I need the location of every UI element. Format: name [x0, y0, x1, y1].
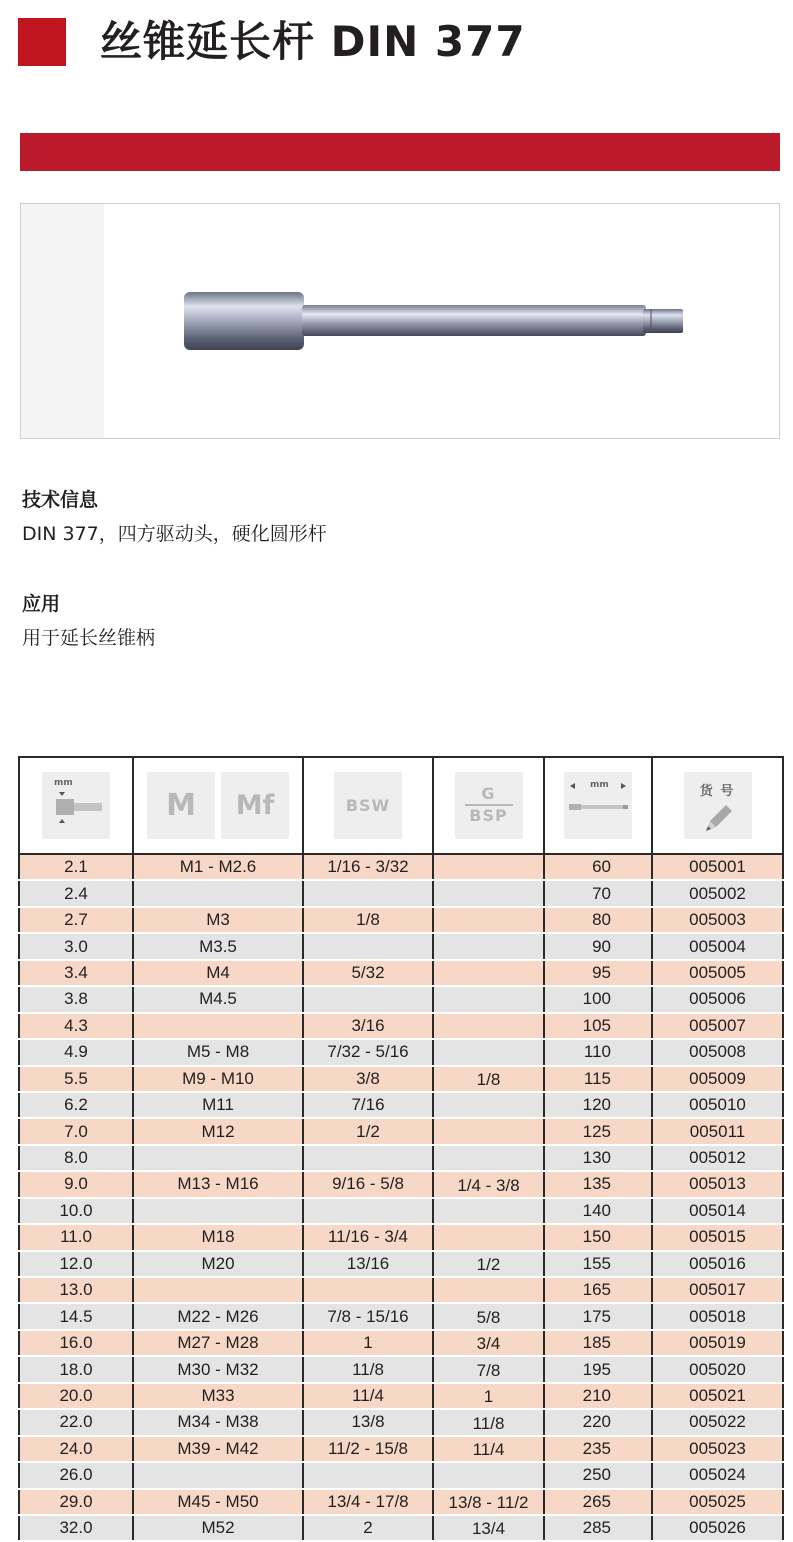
cell-metric — [133, 1198, 303, 1224]
cell-g-bsp: 11/8 — [433, 1409, 544, 1435]
cell-article: 005016 — [652, 1251, 783, 1277]
cell-article: 005011 — [652, 1118, 783, 1144]
cell-diameter: 7.0 — [19, 1118, 133, 1144]
cell-g-bsp — [433, 1462, 544, 1488]
cell-article: 005010 — [652, 1092, 783, 1118]
table-row — [19, 1356, 783, 1382]
table-row — [19, 1462, 783, 1488]
cell-diameter: 12.0 — [19, 1251, 133, 1277]
cell-article: 005008 — [652, 1039, 783, 1065]
length-icon — [564, 772, 632, 839]
bsw-icon: BSW — [334, 772, 402, 839]
cell-diameter: 10.0 — [19, 1198, 133, 1224]
cell-length: 60 — [544, 854, 652, 880]
table-row — [19, 1436, 783, 1462]
cell-bsw: 13/16 — [303, 1251, 433, 1277]
cell-article: 005013 — [652, 1171, 783, 1197]
cell-article: 005002 — [652, 880, 783, 906]
cell-length: 130 — [544, 1145, 652, 1171]
cell-bsw: 11/2 - 15/8 — [303, 1436, 433, 1462]
cell-length: 265 — [544, 1489, 652, 1515]
cell-g-bsp: 5/8 — [433, 1303, 544, 1329]
cell-article: 005014 — [652, 1198, 783, 1224]
cell-bsw: 2 — [303, 1515, 433, 1541]
table-row — [19, 1013, 783, 1039]
cell-diameter: 16.0 — [19, 1330, 133, 1356]
cell-length: 210 — [544, 1383, 652, 1409]
cell-bsw — [303, 1462, 433, 1488]
cell-metric: M4.5 — [133, 986, 303, 1012]
table-row — [19, 1303, 783, 1329]
metric-fine-mf-icon: Mf — [221, 772, 289, 839]
cell-metric: M12 — [133, 1118, 303, 1144]
article-label: 货 号 — [699, 783, 736, 798]
cell-metric: M18 — [133, 1224, 303, 1250]
table-row — [19, 880, 783, 906]
table-body — [19, 854, 783, 1541]
table-row — [19, 986, 783, 1012]
g-label: G — [481, 784, 496, 803]
table-row — [19, 1066, 783, 1092]
cell-bsw: 11/8 — [303, 1356, 433, 1382]
cell-article: 005023 — [652, 1436, 783, 1462]
cell-diameter: 2.1 — [19, 854, 133, 880]
header-metric — [133, 757, 303, 854]
cell-metric: M9 - M10 — [133, 1066, 303, 1092]
cell-bsw: 5/32 — [303, 960, 433, 986]
cell-length: 110 — [544, 1039, 652, 1065]
table-row — [19, 907, 783, 933]
cell-diameter: 22.0 — [19, 1409, 133, 1435]
tap-extension-image — [21, 204, 779, 438]
cell-article: 005004 — [652, 933, 783, 959]
cell-g-bsp — [433, 1277, 544, 1303]
cell-metric — [133, 880, 303, 906]
table-row — [19, 1198, 783, 1224]
cell-diameter: 6.2 — [19, 1092, 133, 1118]
cell-article: 005015 — [652, 1224, 783, 1250]
cell-bsw — [303, 880, 433, 906]
cell-bsw — [303, 1145, 433, 1171]
cell-article: 005017 — [652, 1277, 783, 1303]
cell-metric: M45 - M50 — [133, 1489, 303, 1515]
dia-unit-label: mm — [54, 778, 73, 788]
cell-bsw: 1/2 — [303, 1118, 433, 1144]
cell-article: 005024 — [652, 1462, 783, 1488]
cell-metric: M52 — [133, 1515, 303, 1541]
cell-diameter: 4.3 — [19, 1013, 133, 1039]
cell-article: 005019 — [652, 1330, 783, 1356]
header-diameter — [19, 757, 133, 854]
metric-m-icon: M — [147, 772, 215, 839]
table-row — [19, 1171, 783, 1197]
cell-g-bsp — [433, 1092, 544, 1118]
table-row — [19, 933, 783, 959]
cell-metric: M27 - M28 — [133, 1330, 303, 1356]
cell-bsw: 7/16 — [303, 1092, 433, 1118]
cell-diameter: 24.0 — [19, 1436, 133, 1462]
g-bsp-icon — [455, 772, 523, 839]
cell-g-bsp — [433, 1118, 544, 1144]
cell-length: 220 — [544, 1409, 652, 1435]
cell-g-bsp: 1/8 — [433, 1066, 544, 1092]
product-photo — [20, 203, 780, 439]
cell-g-bsp: 7/8 — [433, 1356, 544, 1382]
cell-diameter: 32.0 — [19, 1515, 133, 1541]
table-row — [19, 1118, 783, 1144]
cell-metric: M34 - M38 — [133, 1409, 303, 1435]
cell-bsw: 11/16 - 3/4 — [303, 1224, 433, 1250]
cell-g-bsp — [433, 1224, 544, 1250]
table-row — [19, 960, 783, 986]
cell-article: 005003 — [652, 907, 783, 933]
cell-length: 115 — [544, 1066, 652, 1092]
cell-diameter: 26.0 — [19, 1462, 133, 1488]
cell-article: 005005 — [652, 960, 783, 986]
cell-article: 005020 — [652, 1356, 783, 1382]
cell-bsw: 9/16 - 5/8 — [303, 1171, 433, 1197]
cell-length: 175 — [544, 1303, 652, 1329]
cell-g-bsp: 3/4 — [433, 1330, 544, 1356]
cell-metric: M4 — [133, 960, 303, 986]
cell-diameter: 4.9 — [19, 1039, 133, 1065]
cell-length: 120 — [544, 1092, 652, 1118]
cell-diameter: 3.0 — [19, 933, 133, 959]
cell-bsw: 1 — [303, 1330, 433, 1356]
cell-length: 185 — [544, 1330, 652, 1356]
cell-g-bsp — [433, 880, 544, 906]
cell-diameter: 9.0 — [19, 1171, 133, 1197]
table-row — [19, 1383, 783, 1409]
cell-g-bsp — [433, 907, 544, 933]
cell-length: 70 — [544, 880, 652, 906]
cell-article: 005025 — [652, 1489, 783, 1515]
cell-bsw: 13/4 - 17/8 — [303, 1489, 433, 1515]
cell-metric: M20 — [133, 1251, 303, 1277]
cell-article: 005018 — [652, 1303, 783, 1329]
cell-g-bsp: 1/2 — [433, 1251, 544, 1277]
cell-bsw: 1/8 — [303, 907, 433, 933]
cell-diameter: 8.0 — [19, 1145, 133, 1171]
cell-g-bsp: 13/8 - 11/2 — [433, 1489, 544, 1515]
cell-diameter: 3.4 — [19, 960, 133, 986]
cell-article: 005007 — [652, 1013, 783, 1039]
table-row — [19, 1145, 783, 1171]
cell-g-bsp — [433, 854, 544, 880]
cell-bsw: 3/8 — [303, 1066, 433, 1092]
cell-length: 165 — [544, 1277, 652, 1303]
tech-info-text: DIN 377，四方驱动头，硬化圆形杆 — [22, 523, 327, 545]
tech-info-heading: 技术信息 — [22, 489, 99, 511]
application-heading: 应用 — [22, 593, 61, 615]
header-length — [544, 757, 652, 854]
cell-metric — [133, 1462, 303, 1488]
cell-metric: M11 — [133, 1092, 303, 1118]
header-bar — [20, 133, 780, 171]
len-unit-label: mm — [590, 780, 609, 790]
cell-bsw: 13/8 — [303, 1409, 433, 1435]
pencil-icon — [684, 799, 752, 839]
table-row — [19, 1039, 783, 1065]
cell-length: 80 — [544, 907, 652, 933]
cell-bsw: 7/8 - 15/16 — [303, 1303, 433, 1329]
table-row — [19, 1224, 783, 1250]
cell-length: 90 — [544, 933, 652, 959]
cell-length: 285 — [544, 1515, 652, 1541]
cell-diameter: 14.5 — [19, 1303, 133, 1329]
table-row — [19, 1409, 783, 1435]
cell-length: 250 — [544, 1462, 652, 1488]
cell-diameter: 29.0 — [19, 1489, 133, 1515]
cell-length: 150 — [544, 1224, 652, 1250]
mm-diameter-icon — [42, 772, 110, 839]
cell-length: 235 — [544, 1436, 652, 1462]
cell-diameter: 11.0 — [19, 1224, 133, 1250]
cell-length: 95 — [544, 960, 652, 986]
cell-metric: M39 - M42 — [133, 1436, 303, 1462]
cell-bsw — [303, 986, 433, 1012]
header-article — [652, 757, 783, 854]
table-row — [19, 1092, 783, 1118]
cell-metric: M22 - M26 — [133, 1303, 303, 1329]
cell-bsw — [303, 1198, 433, 1224]
cell-article: 005006 — [652, 986, 783, 1012]
table-header-row — [19, 757, 783, 854]
bsp-label: BSP — [469, 806, 508, 825]
cell-article: 005012 — [652, 1145, 783, 1171]
cell-g-bsp — [433, 1145, 544, 1171]
cell-diameter: 2.7 — [19, 907, 133, 933]
cell-g-bsp: 13/4 — [433, 1515, 544, 1541]
cell-g-bsp — [433, 986, 544, 1012]
cell-g-bsp — [433, 933, 544, 959]
cell-bsw: 1/16 - 3/32 — [303, 854, 433, 880]
cell-metric: M30 - M32 — [133, 1356, 303, 1382]
cell-g-bsp: 1 — [433, 1383, 544, 1409]
cell-article: 005026 — [652, 1515, 783, 1541]
cell-article: 005021 — [652, 1383, 783, 1409]
cell-bsw — [303, 933, 433, 959]
cell-metric: M5 - M8 — [133, 1039, 303, 1065]
cell-metric — [133, 1277, 303, 1303]
cell-diameter: 5.5 — [19, 1066, 133, 1092]
cell-diameter: 13.0 — [19, 1277, 133, 1303]
cell-metric: M13 - M16 — [133, 1171, 303, 1197]
brand-square — [18, 18, 66, 66]
cell-diameter: 20.0 — [19, 1383, 133, 1409]
cell-metric — [133, 1145, 303, 1171]
header-bsw — [303, 757, 433, 854]
cell-length: 140 — [544, 1198, 652, 1224]
cell-g-bsp — [433, 960, 544, 986]
cell-bsw: 11/4 — [303, 1383, 433, 1409]
cell-metric: M1 - M2.6 — [133, 854, 303, 880]
cell-article: 005009 — [652, 1066, 783, 1092]
cell-article: 005001 — [652, 854, 783, 880]
cell-length: 195 — [544, 1356, 652, 1382]
cell-metric: M3 — [133, 907, 303, 933]
page-title: 丝锥延长杆 DIN 377 — [100, 17, 526, 66]
article-number-icon — [684, 772, 752, 839]
table-row — [19, 1489, 783, 1515]
table-row — [19, 1515, 783, 1541]
cell-diameter: 18.0 — [19, 1356, 133, 1382]
table-row — [19, 1277, 783, 1303]
cell-g-bsp: 11/4 — [433, 1436, 544, 1462]
cell-bsw — [303, 1277, 433, 1303]
cell-length: 100 — [544, 986, 652, 1012]
spec-table — [18, 756, 784, 1542]
cell-g-bsp: 1/4 - 3/8 — [433, 1171, 544, 1197]
table-row — [19, 854, 783, 880]
cell-bsw: 3/16 — [303, 1013, 433, 1039]
cell-bsw: 7/32 - 5/16 — [303, 1039, 433, 1065]
cell-length: 155 — [544, 1251, 652, 1277]
table-row — [19, 1251, 783, 1277]
cell-g-bsp — [433, 1198, 544, 1224]
cell-g-bsp — [433, 1013, 544, 1039]
cell-metric — [133, 1013, 303, 1039]
header-g-bsp — [433, 757, 544, 854]
table-row — [19, 1330, 783, 1356]
application-text: 用于延长丝锥柄 — [22, 627, 156, 649]
cell-metric: M33 — [133, 1383, 303, 1409]
cell-g-bsp — [433, 1039, 544, 1065]
cell-article: 005022 — [652, 1409, 783, 1435]
cell-diameter: 2.4 — [19, 880, 133, 906]
cell-length: 135 — [544, 1171, 652, 1197]
cell-length: 105 — [544, 1013, 652, 1039]
cell-metric: M3.5 — [133, 933, 303, 959]
cell-diameter: 3.8 — [19, 986, 133, 1012]
cell-length: 125 — [544, 1118, 652, 1144]
